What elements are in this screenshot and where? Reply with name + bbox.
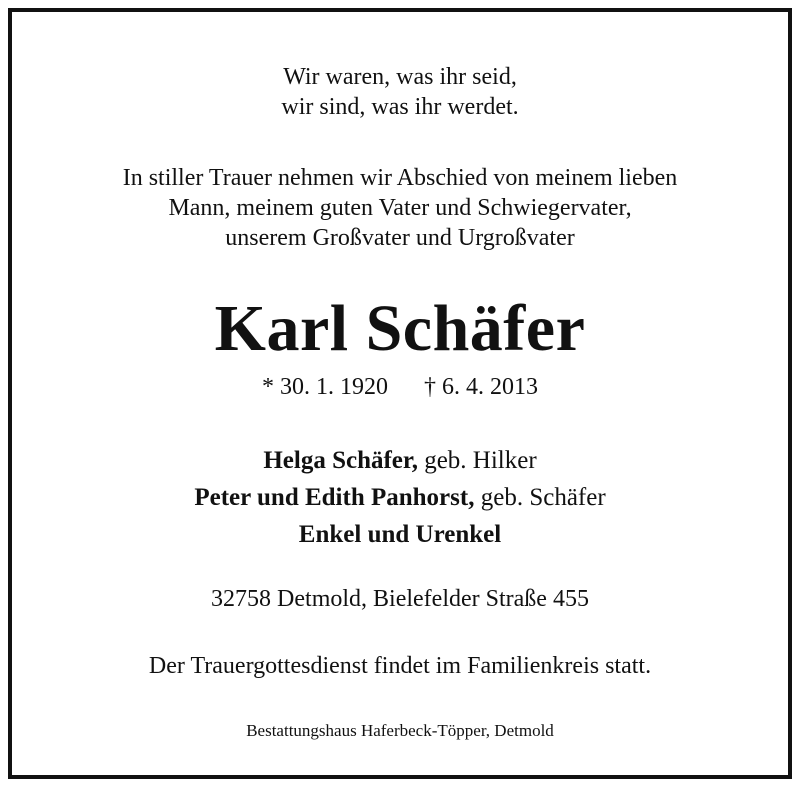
address: 32758 Detmold, Bielefelder Straße 455	[211, 586, 589, 612]
mourner-line-3	[0, 519, 800, 551]
deceased-name: Karl Schäfer	[214, 292, 586, 365]
funeral-home: Bestattungshaus Haferbeck-Töpper, Detmold	[246, 721, 554, 740]
mourner-name: Peter und Edith Panhorst,	[194, 484, 475, 511]
mourner-line-1	[0, 445, 800, 477]
mourner-suffix: geb. Schäfer	[474, 484, 606, 511]
death-date: † 6. 4. 2013	[424, 374, 538, 400]
mourner-name: Helga Schäfer,	[263, 447, 418, 474]
mourner-line-2	[0, 482, 800, 514]
intro-line-2: Mann, meinem guten Vater und Schwiegervater,	[168, 195, 632, 221]
verse-line-2: wir sind, was ihr werdet.	[281, 94, 519, 120]
intro-line-3: unserem Großvater und Urgroßvater	[225, 225, 575, 251]
intro-line-1: In stiller Trauer nehmen wir Abschied von meinem lieben	[122, 165, 678, 191]
mourner-name: Enkel und Urenkel	[298, 521, 502, 548]
mourner-suffix: geb. Hilker	[417, 447, 537, 474]
birth-date: * 30. 1. 1920	[262, 374, 388, 400]
service-note: Der Trauergottesdienst findet im Familienkreis statt.	[148, 653, 652, 679]
life-dates	[0, 372, 800, 402]
verse-line-1: Wir waren, was ihr seid,	[283, 64, 517, 90]
